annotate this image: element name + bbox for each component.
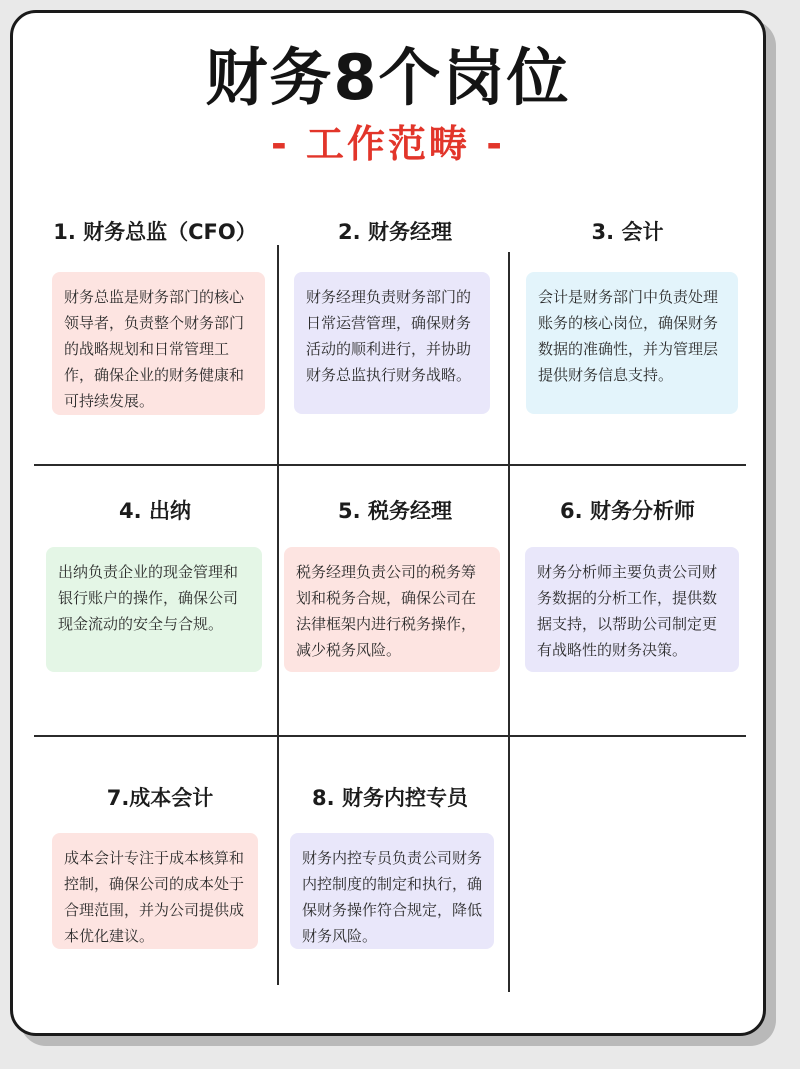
role-heading-internal-control: 8. 财务内控专员 [280,782,500,812]
role-heading-cost-accountant: 7.成本会计 [45,782,275,812]
grid-line-h1 [34,464,746,466]
page-subtitle: - 工作范畴 - [270,122,505,166]
grid-line-h2 [34,735,746,737]
role-desc-finance-manager: 财务经理负责财务部门的日常运营管理，确保财务活动的顺利进行，并协助财务总监执行财务战略。 [294,272,490,414]
role-desc-accountant: 会计是财务部门中负责处理账务的核心岗位，确保财务数据的准确性，并为管理层提供财务信息支持。 [526,272,738,414]
role-desc-cfo: 财务总监是财务部门的核心领导者，负责整个财务部门的战略规划和日常管理工作，确保企业的财务健康和可持续发展。 [52,272,265,415]
role-heading-cfo: 1. 财务总监（CFO） [40,216,270,246]
role-heading-cashier: 4. 出纳 [40,495,270,525]
role-desc-internal-control: 财务内控专员负责公司财务内控制度的制定和执行，确保财务操作符合规定，降低财务风险。 [290,833,494,949]
role-desc-tax-manager: 税务经理负责公司的税务筹划和税务合规，确保公司在法律框架内进行税务操作，减少税务风险。 [284,547,500,672]
grid-line-v2 [508,252,510,992]
role-heading-accountant: 3. 会计 [515,216,740,246]
role-desc-financial-analyst: 财务分析师主要负责公司财务数据的分析工作，提供数据支持，以帮助公司制定更有战略性的财务决策。 [525,547,739,672]
grid-line-v1 [277,245,279,985]
role-heading-finance-manager: 2. 财务经理 [285,216,505,246]
role-desc-cost-accountant: 成本会计专注于成本核算和控制，确保公司的成本处于合理范围，并为公司提供成本优化建议。 [52,833,258,949]
role-desc-cashier: 出纳负责企业的现金管理和银行账户的操作，确保公司现金流动的安全与合规。 [46,547,262,672]
page-title: 财务8个岗位 [205,41,571,114]
role-heading-financial-analyst: 6. 财务分析师 [515,495,740,525]
role-heading-tax-manager: 5. 税务经理 [285,495,505,525]
